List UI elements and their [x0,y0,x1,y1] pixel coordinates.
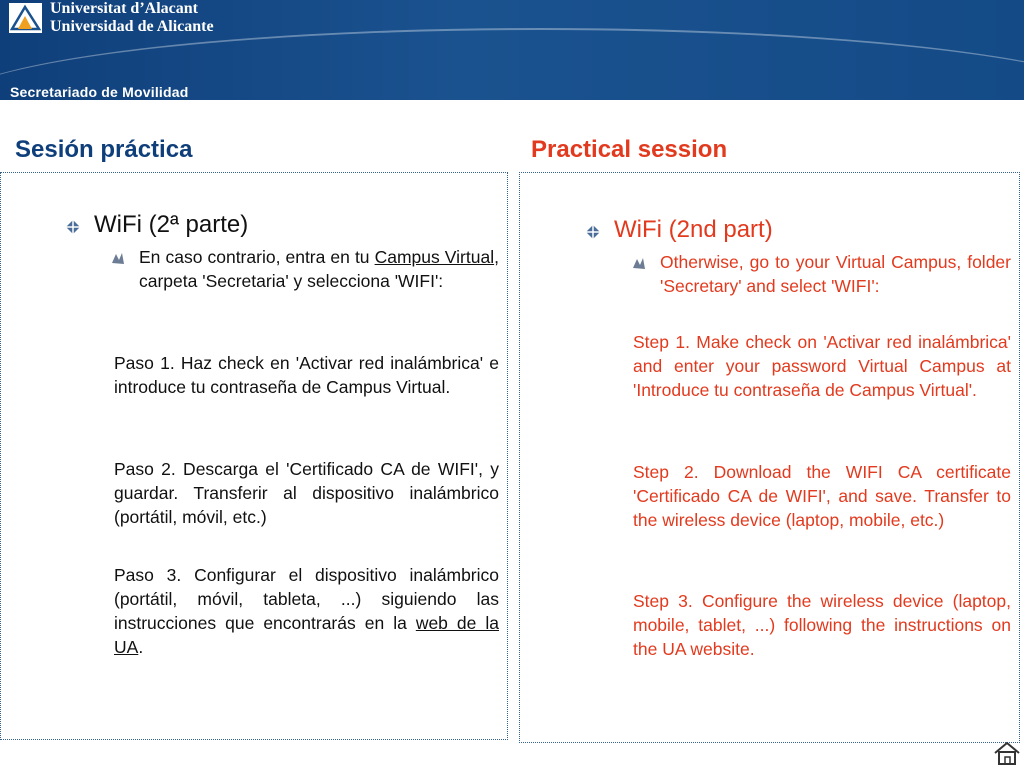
english-bullet-wifi-text: WiFi (2nd part) [614,216,773,243]
arrow-bullet-icon [111,247,125,271]
spanish-panel [0,172,508,740]
diamond-bullet-icon [66,215,80,239]
english-step-1: Step 1. Make check on 'Activar red inalámbrica' and enter your password Virtual Campus at 'Introduce tu contraseña de Campus Virtual'. [633,332,1011,400]
english-panel [519,172,1020,743]
university-name-es: Universidad de Alicante [50,18,214,35]
english-bullet-campus [660,250,1011,298]
spanish-step-2: Paso 2. Descarga el 'Certificado CA de WIFI', y guardar. Transferir al dispositivo inalámbrico (portátil, móvil, etc.) [114,459,499,527]
spanish-step-1: Paso 1. Haz check en 'Activar red inalámbrica' e introduce tu contraseña de Campus Virtual. [114,353,499,397]
english-title: Practical session [531,136,728,163]
spanish-bullet-wifi-text: WiFi (2ª parte) [94,211,249,238]
spanish-bullet-campus-post: , carpeta 'Secretaria' y selecciona 'WIFI': [139,247,499,291]
spanish-step-3 [114,563,499,659]
ua-logo-icon [9,3,42,33]
spanish-bullet-campus [139,245,499,293]
spanish-bullet-campus-pre: En caso contrario, entra en tu [139,247,375,267]
english-bullet-campus-text: Otherwise, go to your Virtual Campus, folder 'Secretary' and select 'WIFI': [660,252,1011,296]
spanish-step-3-post: . [138,637,144,657]
department-name: Secretariado de Movilidad [10,84,189,100]
university-name [50,0,214,36]
home-icon[interactable] [993,741,1021,766]
spanish-title: Sesión práctica [15,136,193,163]
university-name-ca: Universitat d’Alacant [50,0,198,17]
diamond-bullet-icon [586,220,600,244]
header-banner [0,0,1024,100]
english-step-2: Step 2. Download the WIFI CA certificate 'Certificado CA de WIFI', and save. Transfer to the wireless device (laptop, mobile, etc.) [633,462,1011,530]
web-ua-link[interactable]: web de la UA [114,613,499,657]
spanish-bullet-wifi [94,213,248,237]
campus-virtual-link[interactable]: Campus Virtual [374,247,495,267]
english-step-3: Step 3. Configure the wireless device (laptop, mobile, tablet, ...) following the instructions on the UA website. [633,591,1011,659]
arrow-bullet-icon [632,252,646,276]
english-bullet-wifi [614,218,773,242]
spanish-step-3-pre: Paso 3. Configurar el dispositivo inalámbrico (portátil, móvil, tableta, ...) siguiendo las instrucciones que encontrarás en la [114,565,499,633]
